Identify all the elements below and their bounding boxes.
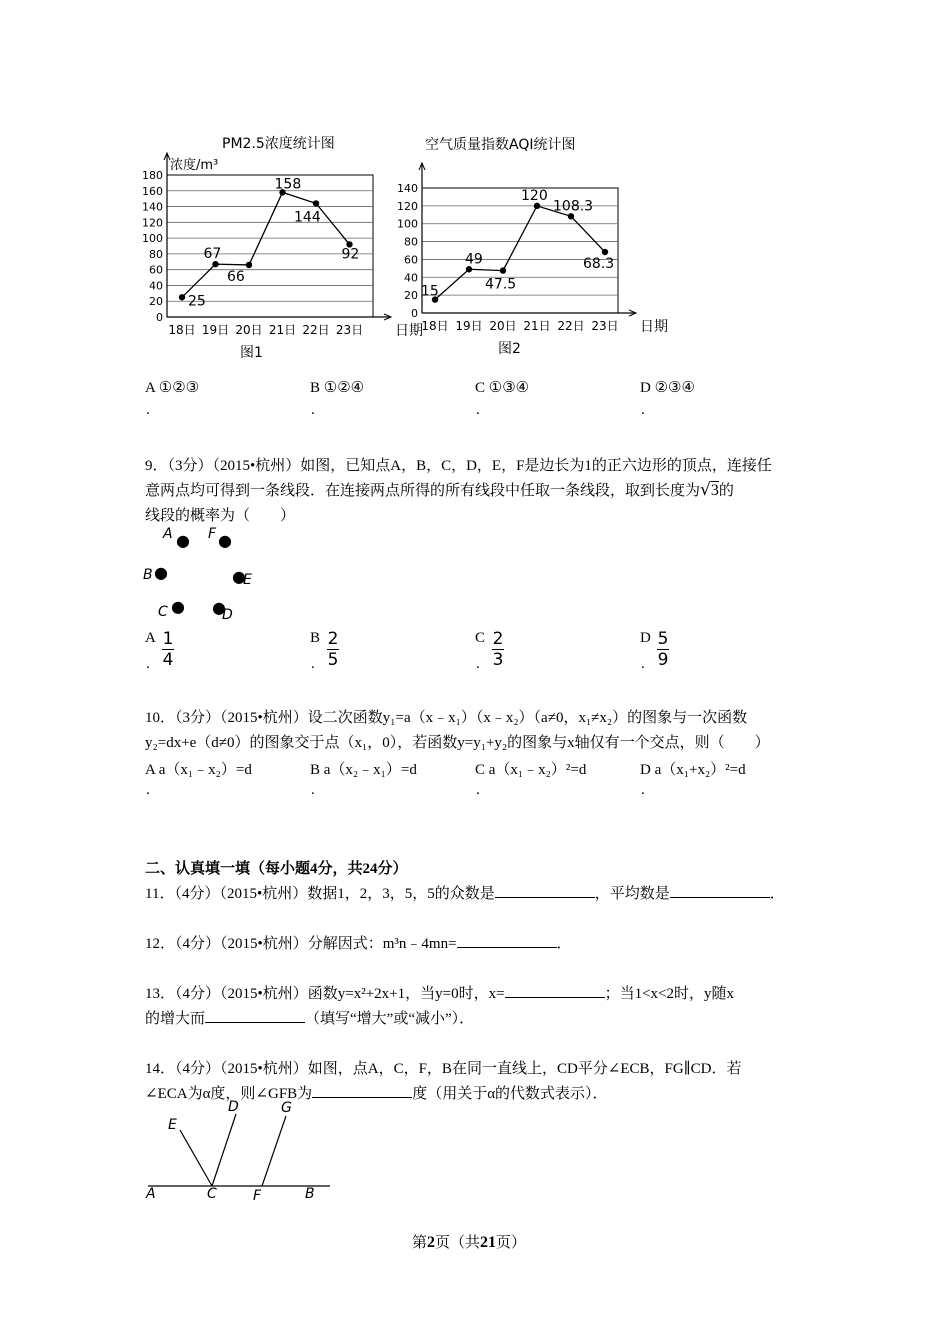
q11-blank-mean[interactable] — [670, 883, 770, 898]
point-label-e: E — [243, 572, 252, 588]
q9-option-a-letter[interactable]: A — [145, 630, 156, 646]
point-label-b: B — [305, 1186, 315, 1202]
q8-dot: . — [311, 402, 315, 418]
y-tick-label: 0 — [156, 311, 163, 324]
chart-caption: 图1 — [240, 345, 263, 361]
data-point — [500, 267, 506, 273]
point-label-g: G — [281, 1100, 292, 1116]
q9-option-a-fraction[interactable]: 1 4 — [162, 629, 174, 670]
series-line — [182, 192, 350, 297]
page-footer: 第2页（共21页） — [412, 1234, 527, 1251]
x-tick-label: 22日 — [557, 319, 585, 333]
point-label-a: A — [146, 1186, 156, 1202]
q14-line2: ∠ECA为α度，则∠GFB为 度（用关于α的代数式表示）． — [145, 1082, 608, 1103]
q13-blank-trend[interactable] — [205, 1008, 305, 1023]
q8-dot: . — [641, 402, 645, 418]
chart-title: PM2.5浓度统计图 — [222, 136, 335, 152]
data-label: 49 — [465, 251, 483, 268]
y-tick-label: 140 — [397, 182, 418, 195]
q9-dot: . — [311, 656, 315, 672]
x-tick-label: 22日 — [302, 323, 330, 337]
q8-option-c[interactable]: C ①③④ — [475, 380, 530, 396]
q11: 11．（4分）（2015•杭州）数据1，2，3，5，5的众数是 ，平均数是 ． — [145, 882, 785, 903]
q11-blank-mode[interactable] — [495, 883, 595, 898]
q9-line1: 9．（3分）（2015•杭州）如图，已知点A，B，C，D，E，F是边长为1的正六边形的顶点，连接任 — [145, 458, 772, 474]
q8-dot: . — [146, 402, 150, 418]
q9-line2: 意两点均可得到一条线段．在连接两点所得的所有线段中任取一条线段，取到长度为√3的 — [145, 480, 734, 500]
q9-option-d-letter[interactable]: D — [640, 630, 651, 646]
x-tick-label: 18日 — [421, 319, 449, 333]
q9-option-d-fraction[interactable]: 5 9 — [657, 629, 669, 670]
q14-line1: 14．（4分）（2015•杭州）如图，点A，C，F，B在同一直线上，CD平分∠ECB，FG∥CD．若 — [145, 1061, 742, 1077]
y-axis-label: 浓度/m³ — [170, 158, 219, 173]
data-label: 144 — [294, 209, 321, 226]
y-tick-label: 80 — [404, 235, 418, 249]
point-label-f: F — [208, 526, 217, 542]
q10-option-b[interactable]: B a（x₂﹣x₁）=d — [310, 762, 417, 778]
point-dot: ● — [212, 598, 226, 617]
point-label-a: A — [163, 526, 173, 542]
pm25-chart — [130, 125, 423, 370]
y-tick-label: 0 — [411, 307, 418, 320]
q8-dot: . — [476, 402, 480, 418]
x-tick-label: 18日 — [168, 323, 196, 337]
y-tick-label: 120 — [397, 199, 418, 213]
sqrt-symbol: √ — [700, 480, 711, 500]
y-tick-label: 100 — [142, 232, 163, 246]
ray-fg — [262, 1116, 286, 1186]
q9-option-b-fraction[interactable]: 2 5 — [327, 629, 339, 670]
data-label: 47.5 — [485, 276, 517, 293]
q13-line2: 的增大而 （填写“增大”或“减小”）． — [145, 1007, 474, 1028]
q9-option-c-letter[interactable]: C — [475, 630, 486, 646]
y-tick-label: 60 — [404, 253, 418, 267]
q10-dot: . — [146, 782, 150, 798]
x-tick-label: 21日 — [523, 319, 551, 333]
x-tick-label: 21日 — [268, 323, 297, 337]
data-label: 68.3 — [583, 256, 615, 273]
q12-blank[interactable] — [457, 933, 557, 948]
data-point — [602, 249, 608, 255]
q13-line1: 13．（4分）（2015•杭州）函数y=x²+2x+1，当y=0时，x= ；当1<x<2时，y随x — [145, 982, 734, 1003]
point-dot: ● — [176, 531, 190, 550]
q10-line2: y₂=dx+e（d≠0）的图象交于点（x₁，0），若函数y=y₁+y₂的图象与x轴仅有一个交点，则（ ） — [145, 735, 770, 751]
q9-dot: . — [146, 656, 150, 672]
aqi-chart — [385, 125, 675, 370]
y-tick-label: 40 — [404, 271, 418, 285]
q8-option-a[interactable]: A ①②③ — [145, 380, 200, 396]
q9-line3: 线段的概率为（ ） — [145, 508, 296, 524]
x-axis-label: 日期 — [395, 323, 423, 339]
q8-option-d[interactable]: D ②③④ — [640, 380, 695, 396]
y-tick-label: 140 — [142, 200, 163, 214]
data-point — [313, 200, 319, 206]
point-label-e: E — [168, 1117, 177, 1133]
q10-option-c[interactable]: C a（x₁﹣x₂）²=d — [475, 762, 587, 778]
data-label: 67 — [203, 246, 222, 263]
q9-dot: . — [641, 656, 645, 672]
x-tick-label: 19日 — [201, 323, 230, 337]
point-dot: ● — [171, 597, 185, 616]
y-tick-label: 20 — [149, 295, 163, 309]
series-line — [435, 206, 605, 300]
data-label: 158 — [274, 176, 302, 193]
point-dot: ● — [232, 567, 246, 586]
data-label: 15 — [421, 283, 439, 300]
point-label-c: C — [158, 604, 168, 620]
y-tick-label: 120 — [142, 216, 163, 230]
x-tick-label: 19日 — [455, 319, 483, 333]
q9-option-b-letter[interactable]: B — [310, 630, 321, 646]
point-label-b: B — [143, 567, 153, 583]
q9-dot: . — [476, 656, 480, 672]
x-axis-label: 日期 — [640, 319, 668, 335]
data-label: 66 — [227, 268, 245, 285]
chart-title: 空气质量指数AQI统计图 — [425, 137, 576, 153]
y-tick-label: 60 — [149, 263, 163, 277]
y-tick-label: 20 — [404, 289, 418, 303]
point-label-c: C — [207, 1186, 217, 1202]
y-tick-label: 80 — [149, 247, 163, 261]
data-point — [179, 294, 185, 300]
ray-ce — [180, 1130, 212, 1186]
point-label-d: D — [228, 1099, 239, 1115]
point-label-f: F — [253, 1188, 262, 1204]
data-label: 25 — [188, 293, 206, 310]
q10-option-d[interactable]: D a（x₁+x₂）²=d — [640, 762, 746, 778]
point-label-d: D — [222, 607, 233, 623]
y-tick-label: 40 — [149, 279, 163, 293]
section-title: 二、认真填一填（每小题4分，共24分） — [145, 861, 408, 877]
q10-dot: . — [476, 782, 480, 798]
point-dot: ● — [218, 531, 232, 550]
q9-option-c-fraction[interactable]: 2 3 — [492, 629, 504, 670]
q10-dot: . — [311, 782, 315, 798]
q8-option-b[interactable]: B ①②④ — [310, 380, 365, 396]
q10-dot: . — [641, 782, 645, 798]
x-tick-label: 23日 — [335, 323, 364, 337]
point-dot: ● — [154, 563, 168, 582]
q10-line1: 10．（3分）（2015•杭州）设二次函数y₁=a（x﹣x₁）（x﹣x₂）（a≠0，x₁≠x₂）的图象与一次函数 — [145, 710, 748, 726]
q14-blank[interactable] — [312, 1083, 412, 1098]
data-label: 108.3 — [553, 198, 594, 215]
x-tick-label: 20日 — [235, 323, 263, 337]
data-point — [246, 262, 252, 268]
chart-caption: 图2 — [498, 341, 521, 357]
y-tick-label: 160 — [142, 184, 163, 198]
q12: 12．（4分）（2015•杭州）分解因式：m³n﹣4mn= ． — [145, 932, 572, 953]
q13-blank-x[interactable] — [505, 983, 605, 998]
y-tick-label: 100 — [397, 217, 418, 231]
data-label: 92 — [341, 246, 360, 263]
x-tick-label: 23日 — [591, 319, 619, 333]
q10-option-a[interactable]: A a（x₁﹣x₂）=d — [145, 762, 252, 778]
ray-cd — [212, 1114, 236, 1186]
data-label: 120 — [521, 187, 548, 204]
y-tick-label: 180 — [142, 169, 163, 182]
x-tick-label: 20日 — [489, 319, 517, 333]
